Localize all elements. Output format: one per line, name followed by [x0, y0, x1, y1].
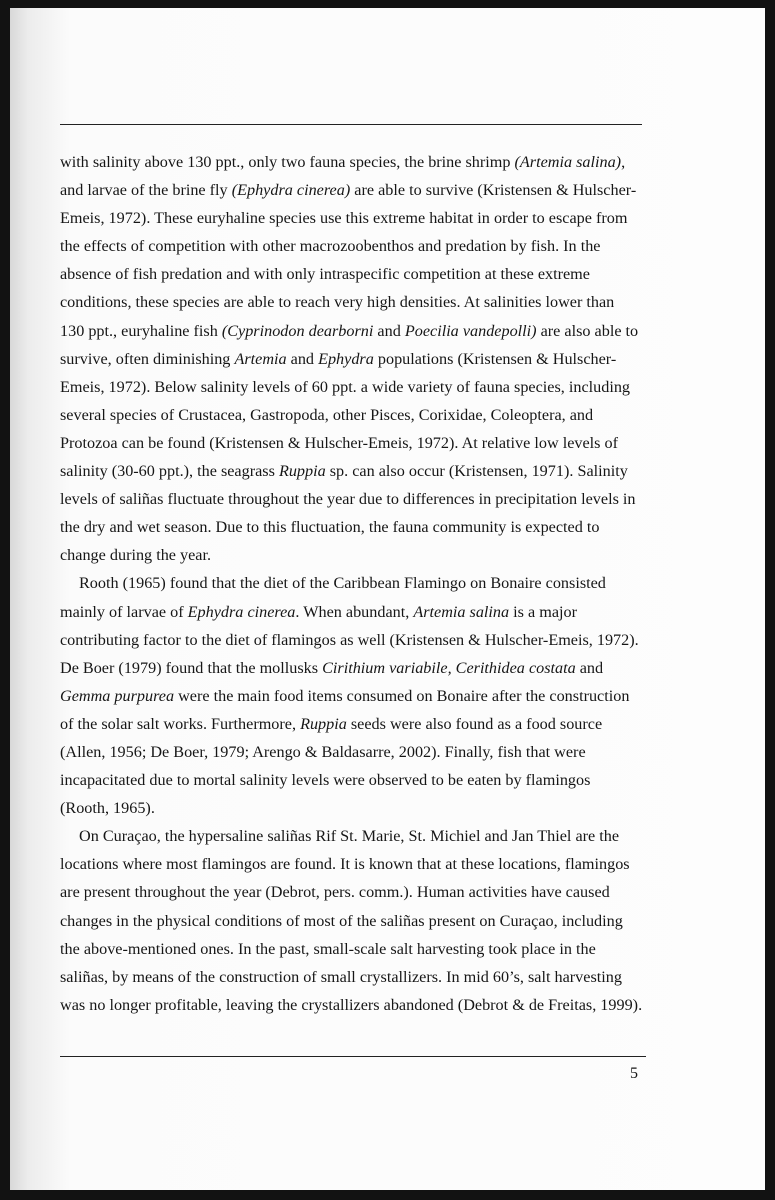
italic-term: Gemma purpurea — [60, 686, 175, 705]
italic-term: (Ephydra cinerea) — [231, 181, 351, 200]
text-run: was no longer profitable, leaving the crystallizers abandoned (Debrot & de Freitas, 1999). — [60, 995, 643, 1014]
text-run: levels of saliñas fluctuate throughout the year due to differences in precipitation levels in — [60, 490, 636, 509]
footer-rule — [60, 1056, 646, 1057]
text-run: and — [286, 349, 319, 368]
text-run: De Boer (1979) found that the mollusks — [60, 658, 323, 677]
italic-term: Ruppia — [278, 462, 326, 481]
text-run: , — [621, 153, 626, 171]
text-run: incapacitated due to mortal salinity levels were observed to be eaten by flamingos — [60, 771, 591, 790]
text-run: are also able to — [536, 321, 639, 340]
body-text — [60, 148, 660, 1019]
text-run: the above-mentioned ones. In the past, small-scale salt harvesting took place in the — [60, 939, 596, 958]
text-run: and larvae of the brine fly — [60, 181, 232, 200]
text-run: changes in the physical conditions of most of the saliñas present on Curaçao, including — [60, 911, 623, 930]
text-run: survive, often diminishing — [60, 349, 235, 368]
italic-term: Ephydra — [318, 349, 374, 368]
italic-term: Artemia salina — [413, 602, 510, 621]
italic-term: Poecilia vandepolli) — [404, 321, 537, 340]
text-run: seeds were also found as a food source — [346, 714, 603, 733]
text-run: with salinity above 130 ppt., only two fauna species, the brine shrimp — [60, 153, 515, 171]
text-run: are present throughout the year (Debrot, pers. comm.). Human activities have caused — [60, 883, 610, 902]
paragraph-1 — [60, 148, 660, 569]
paragraph-2 — [60, 569, 660, 822]
italic-term: Cirithium variabile, Cerithidea costata — [322, 658, 576, 677]
header-rule — [60, 124, 642, 125]
text-run: of the solar salt works. Furthermore, — [60, 714, 301, 733]
italic-term: Ruppia — [300, 714, 347, 733]
text-run: absence of fish predation and with only intraspecific competition at these extreme — [60, 265, 590, 284]
text-run: (Allen, 1956; De Boer, 1979; Arengo & Baldasarre, 2002). Finally, fish that were — [60, 742, 586, 761]
paragraph-3 — [60, 822, 660, 1019]
text-run: several species of Crustacea, Gastropoda, other Pisces, Corixidae, Coleoptera, and — [60, 405, 594, 424]
text-run: mainly of larvae of — [60, 602, 188, 621]
text-run: 130 ppt., euryhaline fish — [60, 321, 222, 340]
italic-term: (Artemia salina) — [514, 153, 622, 171]
text-run: change during the year. — [60, 546, 212, 565]
text-run: locations where most flamingos are found. It is known that at these locations, flamingos — [60, 855, 630, 874]
text-run: Protozoa can be found (Kristensen & Hulscher-Emeis, 1972). At relative low levels of — [60, 433, 618, 452]
page-number: 5 — [630, 1065, 638, 1082]
text-run: and — [575, 658, 604, 677]
text-run: Emeis, 1972). Below salinity levels of 60 ppt. a wide variety of fauna species, including — [60, 377, 631, 396]
text-run: Emeis, 1972). These euryhaline species use this extreme habitat in order to escape from — [60, 209, 628, 228]
text-run: Rooth (1965) found that the diet of the Caribbean Flamingo on Bonaire consisted — [79, 574, 606, 593]
text-run: is a major — [509, 602, 577, 621]
text-run: (Rooth, 1965). — [60, 799, 155, 818]
text-run: On Curaçao, the hypersaline saliñas Rif St. Marie, St. Michiel and Jan Thiel are the — [79, 827, 620, 846]
text-run: . When abundant, — [295, 602, 414, 621]
text-run: populations (Kristensen & Hulscher- — [373, 349, 617, 368]
text-run: are able to survive (Kristensen & Hulscher- — [350, 181, 637, 200]
text-run: saliñas, by means of the construction of small crystallizers. In mid 60’s, salt harvesting — [60, 967, 622, 986]
text-run: the effects of competition with other macrozoobenthos and predation by fish. In the — [60, 237, 601, 256]
italic-term: (Cyprinodon dearborni — [221, 321, 374, 340]
text-run: were the main food items consumed on Bonaire after the construction — [174, 686, 630, 705]
italic-term: Ephydra cinerea — [187, 602, 296, 621]
text-run: salinity (30-60 ppt.), the seagrass — [60, 462, 279, 481]
text-run: and — [373, 321, 405, 340]
text-run: sp. can also occur (Kristensen, 1971). Salinity — [325, 462, 628, 481]
text-run: contributing factor to the diet of flamingos as well (Kristensen & Hulscher-Emeis, 1972). — [60, 630, 639, 649]
text-run: the dry and wet season. Due to this fluctuation, the fauna community is expected to — [60, 518, 600, 537]
document-page — [10, 8, 765, 1190]
italic-term: Artemia — [234, 349, 287, 368]
text-run: conditions, these species are able to reach very high densities. At salinities lower than — [60, 293, 615, 312]
